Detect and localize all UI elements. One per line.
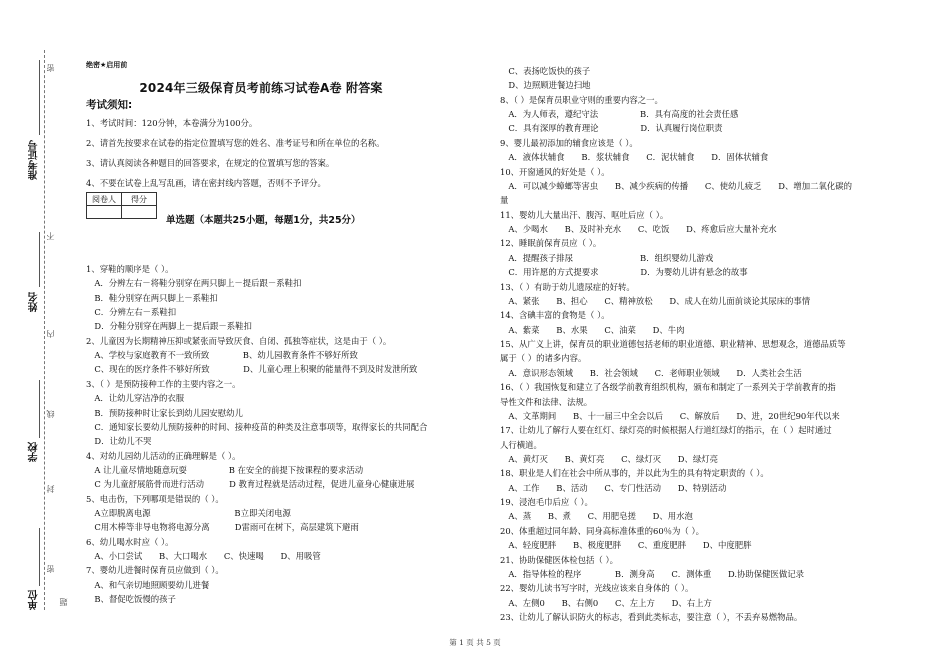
seal-hint-1: 密 [46,64,55,72]
question-line: A、和气亲切地照顾要幼儿进餐 [86,579,210,590]
question-line: A、工作 B、活动 C、专门性活动 D、特别活动 [500,482,727,493]
question-line: C用木棒等非导电物将电源分离 D雷雨可在树下，高层建筑下避雨 [86,522,359,533]
question-line: C 为儿童舒展筋骨而进行活动 D 教育过程就是活动过程，促进儿童身心健康进展 [86,479,415,490]
score-table [86,192,157,219]
question-line: A立即脱离电源 B立即关闭电源 [86,507,291,518]
score-table-grader: 阅卷人 [87,193,122,206]
question-line: 4、对幼儿园幼儿活动的正确理解是（ ）。 [86,450,241,461]
page-footer: 第 1 页 共 5 页 [449,638,501,647]
page-title: 2024年三级保育员考前练习试卷A卷 附答案 [139,81,383,95]
question-line: B．预防接种时让家长到幼儿园安慰幼儿 [86,407,243,418]
question-line: 10、开窗通风的好处是（ ）。 [500,166,610,177]
question-line: C、表扬吃饭快的孩子 [500,66,591,76]
question-line: 23、让幼儿了解认识防火的标志，看到此类标志，要注意（ ），不丢弃易燃物品。 [500,612,803,623]
margin-label-exam-number: 准考证号 [29,140,40,180]
question-line: A．提醒孩子排尿 B．组织婴幼儿游戏 [500,252,714,263]
question-line: A．意识形态领域 B．社会领域 C．老师职业领域 D．人类社会生活 [500,367,802,378]
notice-item: 3、请认真阅读各种题目的回答要求，在规定的位置填写您的答案。 [86,158,335,168]
exam-number-write-line[interactable] [39,60,40,135]
question-line: A、少喝水 B、及时补充水 C、吃饭 D、疼愈后应大量补充水 [500,224,777,235]
question-line: 12、睡眠前保育员应（ ）。 [500,238,602,249]
seal-hint-4: 线 [46,410,55,418]
question-line: 7、婴幼儿进餐时保育员应做到（ ）。 [86,565,224,576]
name-write-line[interactable] [39,232,40,287]
question-line: 17、让幼儿了解行人要在红灯、绿灯亮的时候根据人行道红绿灯的指示，在（ ）起时通过 [500,425,832,436]
question-line: A．让幼儿穿洁净的衣服 [86,393,185,404]
question-line: D、边照顾进餐边扫地 [500,80,591,91]
question-line: 21、协助保健医体检包括（ ）。 [500,554,618,565]
question-line: 6、幼儿喝水时应（ ）。 [86,536,174,547]
notice-item: 2、请首先按要求在试卷的指定位置填写您的姓名、准考证号和所在单位的名称。 [86,138,385,148]
question-line: 18、职业是人们在社会中所从事的，并以此为生的具有特定职责的（ ）。 [500,468,769,479]
question-line: 11、婴幼儿大量出汗、腹泻、呕吐后应（ ）。 [500,209,669,220]
question-line: B．鞋分别穿在两只脚上－系鞋扣 [86,292,218,303]
score-table-score: 得分 [122,193,157,206]
question-line: C．具有深厚的教育理论 D．认真履行岗位职责 [500,123,723,134]
question-line: A．液体状辅食 B．浆状辅食 C．泥状辅食 D．固体状辅食 [500,152,769,163]
binding-margin [0,0,72,671]
question-line: 导性文件和法律、法规。 [500,396,593,407]
question-line: A．分辨左右－将鞋分别穿在两只脚上－提后跟－系鞋扣 [86,278,302,289]
unit-write-line[interactable] [39,528,40,586]
question-line: A、黄灯灭 B、黄灯亮 C、绿灯灭 D、绿灯亮 [500,453,718,464]
question-line: 22、婴幼儿读书写字时，光线应该来自身体的（ ）。 [500,583,694,594]
question-line: 3、（ ）是预防接种工作的主要内容之一。 [86,378,241,389]
grader-cell[interactable] [87,206,122,219]
question-line: 5、电击伤，下列哪项是错误的（ ）。 [86,493,224,504]
question-line: A、紧张 B、担心 C、精神放松 D、成人在幼儿面前谈论其尿床的事情 [500,295,811,306]
question-line: 属于（ ）的诸多内容。 [500,353,587,364]
question-line: C．通知家长要幼儿预防接种的时间、接种疫苗的种类及注意事项等，取得家长的共同配合 [86,421,428,432]
seal-hint-2: 不 [46,232,55,240]
notice-heading: 考试须知: [86,99,133,111]
question-line: B、督促吃饭慢的孩子 [86,594,176,605]
question-line: D．让幼儿不哭 [86,436,152,447]
question-line: 13、（ ）有助于幼儿遗尿症的好转。 [500,281,635,292]
notice-item: 1、考试时间：120分钟，本卷满分为100分。 [86,118,258,128]
question-line: C．分辨左右－系鞋扣 [86,307,177,318]
question-line: A、轻度肥胖 B、极度肥胖 C、重度肥胖 D、中度肥胖 [500,540,752,551]
seal-hint-3: 内 [46,330,55,338]
question-line: 16、（ ）我国恢复和建立了各级学前教育组织机构，颁布和制定了一系列关于学前教育的指 [500,382,836,393]
question-line: 15、从广义上讲，保育员的职业道德包括老师的职业道德、职业精神、思想观念，道德品质等 [500,339,846,350]
notice-item: 4、不要在试卷上乱写乱画，请在密封线内答题，否则不予评分。 [86,178,326,188]
section-heading: 单选题（本题共25小题，每题1分，共25分） [166,215,361,226]
question-line: 14、含碘丰富的食物是（ ）。 [500,310,610,321]
margin-label-name: 姓名 [29,292,40,312]
question-line: 人行横道。 [500,439,542,450]
score-cell[interactable] [122,206,157,219]
question-line: C．用许愿的方式提要求 D．为婴幼儿讲有悬念的故事 [500,267,748,278]
question-line: 1、穿鞋的顺序是（ ）。 [86,264,174,274]
question-line: 20、体重超过同年龄、同身高标准体重的60％为（ ）。 [500,525,705,536]
margin-label-unit: 单位 [29,590,40,610]
question-line: A、学校与家庭教育不一致所致 B、幼儿园教育条件不够好所致 [86,350,358,361]
question-line: A．为人师表，遵纪守法 B．具有高度的社会责任感 [500,109,739,120]
question-line: A、小口尝试 B、大口喝水 C、快速喝 D、用吸管 [86,551,321,561]
question-line: 2、儿童因为长期精神压抑或紧张而导致厌食、自闭、孤独等症状，这是由于（ ）。 [86,335,392,346]
margin-label-school: 学校 [29,442,40,462]
question-line: A 让儿童尽情地随意玩耍 B 在安全的前提下按课程的要求活动 [86,464,364,475]
school-write-line[interactable] [39,380,40,438]
seal-dashed-line [44,50,45,610]
question-line: A、左侧0 B、右侧0 C、左上方 D、右上方 [500,597,712,608]
question-line: 8、（ ）是保育员职业守则的重要内容之一。 [500,94,663,105]
question-line: A、紫菜 B、水果 C、油菜 D、牛肉 [500,324,685,335]
question-line: A、蒸 B、煮 C、用肥皂搓 D、用水泡 [500,511,693,522]
seal-hint-6: 密 [46,565,55,573]
confidential-mark: 绝密★启用前 [86,61,128,69]
question-line: A．指导体检的程序 B．测身高 C．测体重 D.协助保健医做记录 [500,568,805,579]
question-line: A、文革期间 B、十一届三中全会以后 C、解放后 D、进，20世纪90年代以来 [500,410,840,421]
question-line: 9、婴儿最初添加的辅食应该是（ ）。 [500,137,638,148]
seal-hint-7: 题 [59,598,68,606]
question-line: 19、浸泡毛巾后应（ ）。 [500,497,593,508]
question-line: D．分鞋分别穿在两脚上－提后跟－系鞋扣 [86,321,252,332]
question-line: A．可以减少蟑螂等害虫 B、减少疾病的传播 C、使幼儿疲乏 D、增加二氧化碳的 [500,180,852,191]
question-line: 量 [500,195,509,206]
question-line: C、现在的医疗条件不够好所致 D、儿童心理上积聚的能量得不到及时发泄所致 [86,364,418,375]
seal-hint-5: 封 [46,485,55,493]
